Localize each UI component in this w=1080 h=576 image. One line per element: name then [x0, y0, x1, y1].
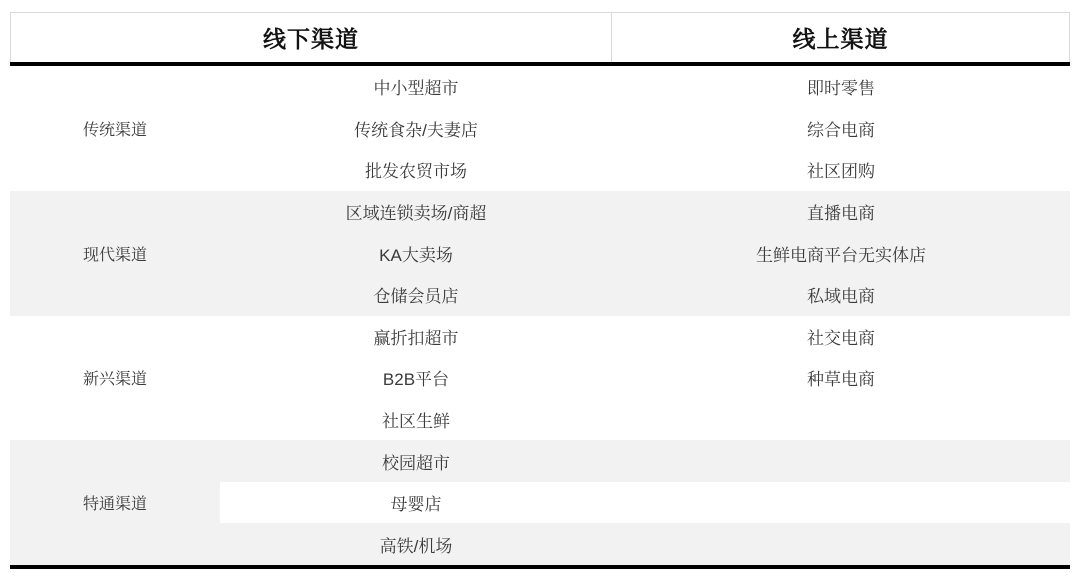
online-cell	[612, 482, 1070, 524]
group-label-special: 特通渠道	[82, 496, 147, 514]
table-row	[220, 66, 1070, 108]
group-band-emerging	[10, 316, 1070, 441]
table-row-highlighted	[220, 482, 1070, 524]
table-row	[220, 399, 1070, 441]
table-row	[220, 274, 1070, 316]
table-row	[220, 357, 1070, 399]
group-band-traditional	[10, 66, 1070, 191]
offline-cell: KA大卖场	[379, 245, 453, 265]
table-row	[220, 108, 1070, 150]
online-cell: 私域电商	[807, 287, 875, 307]
table-row	[220, 149, 1070, 191]
online-cell: 社区团购	[807, 162, 875, 182]
channel-table	[10, 12, 1070, 569]
table-row	[220, 232, 1070, 274]
table-bottom-rule	[10, 565, 1070, 569]
online-cell	[612, 440, 1070, 482]
online-cell: 种草电商	[807, 370, 875, 390]
group-band-modern	[10, 191, 1070, 316]
table-row	[220, 191, 1070, 233]
offline-cell: B2B平台	[382, 370, 450, 390]
group-band-special	[10, 440, 1070, 565]
offline-cell: 传统食杂/夫妻店	[354, 120, 478, 140]
online-cell	[612, 399, 1070, 441]
table-row	[220, 440, 1070, 482]
table-row	[220, 316, 1070, 358]
online-cell: 社交电商	[807, 328, 875, 348]
online-cell: 即时零售	[807, 79, 875, 99]
offline-cell: 高铁/机场	[379, 536, 453, 556]
table-row	[220, 523, 1070, 565]
online-cell: 生鲜电商平台无实体店	[756, 245, 926, 265]
table-header-row	[10, 12, 1070, 62]
offline-cell: 母婴店	[390, 495, 442, 515]
offline-cell: 仓储会员店	[373, 287, 459, 307]
group-label-traditional: 传统渠道	[82, 121, 147, 139]
offline-cell: 社区生鲜	[382, 411, 450, 431]
header-offline-channels: 线下渠道	[11, 13, 612, 62]
offline-cell: 中小型超市	[373, 79, 459, 99]
offline-cell: 区域连锁卖场/商超	[345, 204, 487, 224]
header-online-channels: 线上渠道	[792, 26, 889, 52]
group-rows	[220, 191, 1070, 316]
group-rows	[220, 316, 1070, 441]
offline-cell: 批发农贸市场	[365, 162, 467, 182]
group-rows	[220, 440, 1070, 565]
online-cell	[612, 523, 1070, 565]
online-cell: 直播电商	[807, 204, 875, 224]
group-label-modern: 现代渠道	[82, 246, 147, 264]
online-cell: 综合电商	[807, 120, 875, 140]
offline-cell: 赢折扣超市	[373, 328, 459, 348]
offline-cell: 校园超市	[382, 453, 450, 473]
group-label-emerging: 新兴渠道	[82, 371, 147, 389]
group-rows	[220, 66, 1070, 191]
